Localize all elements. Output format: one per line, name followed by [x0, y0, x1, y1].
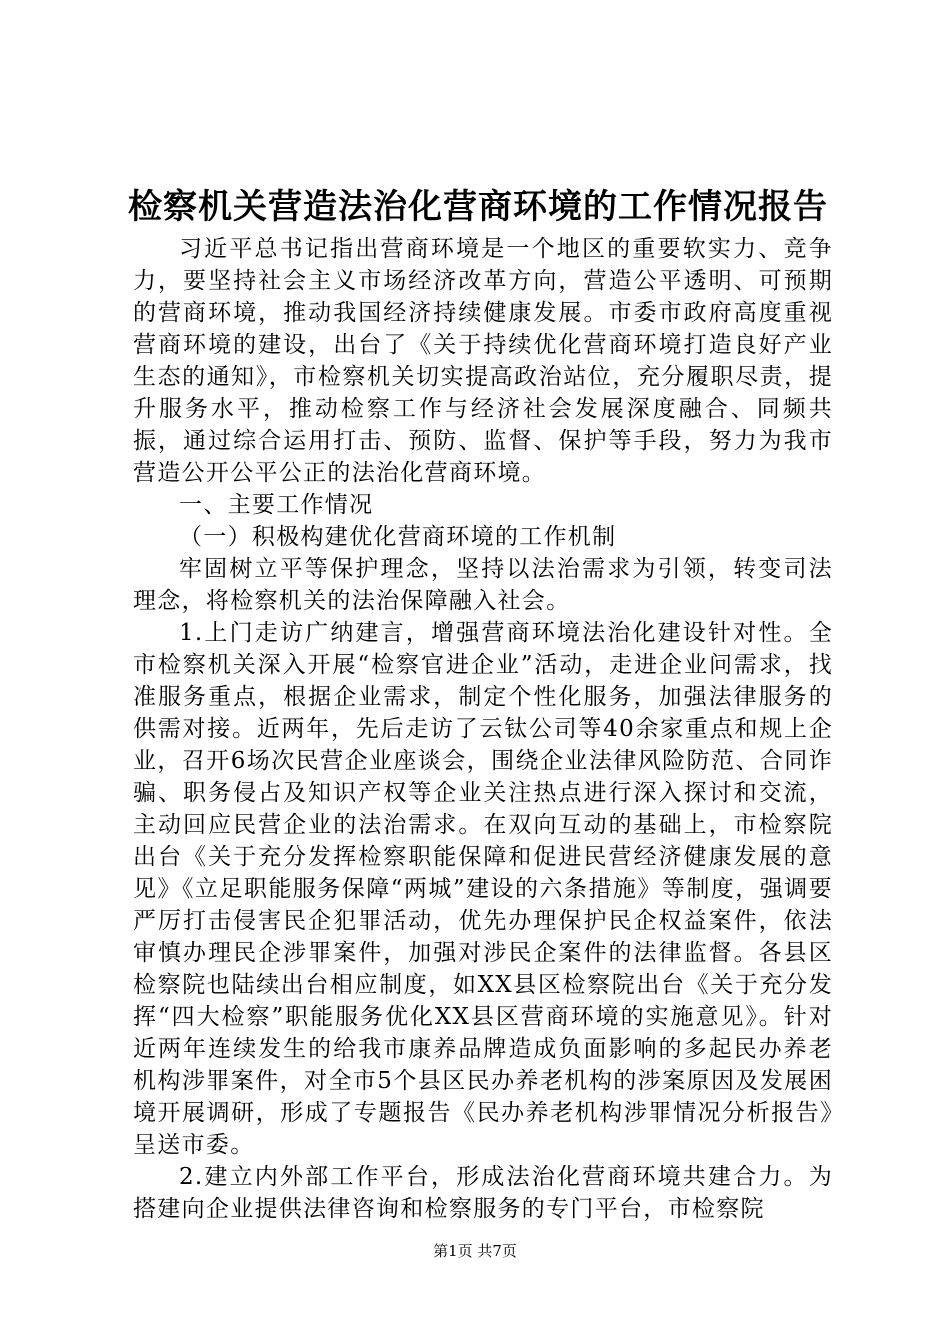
body-paragraph: 牢固树立平等保护理念，坚持以法治需求为引领，转变司法理念，将检察机关的法治保障融入社会。 — [133, 556, 833, 614]
body-paragraph: 1.上门走访广纳建言，增强营商环境法治化建设针对性。全市检察机关深入开展“检察官进企业”活动，走进企业问需求，找准服务重点，根据企业需求，制定个性化服务，加强法律服务的供需对接。近两年，先后走访了云钛公司等40余家重点和规上企业，召开6场次民营企业座谈会，围绕企业法律风险防范、合同诈骗、职务侵占及知识产权等企业关注热点进行深入探讨和交流，主动回应民营企业的法治需求。在双向互动的基础上，市检察院出台《关于充分发挥检察职能保障和促进民营经济健康发展的意见》《立足职能服务保障“两城”建设的六条措施》等制度，强调要严厉打击侵害民企犯罪活动，优先办理保护民企权益案件，依法审慎办理民企涉罪案件，加强对涉民企案件的法律监督。各县区检察院也陆续出台相应制度，如XX县区检察院出台《关于充分发挥“四大检察”职能服务优化XX县区营商环境的实施意见》。针对近两年连续发生的给我市康养品牌造成负面影响的多起民办养老机构涉罪案件，对全市5个县区民办养老机构的涉案原因及发展困境开展调研，形成了专题报告《民办养老机构涉罪情况分析报告》呈送市委。 — [133, 620, 833, 1158]
page-footer: 第1页 共7页 — [433, 1242, 517, 1260]
section-heading: 一、主要工作情况 — [179, 492, 374, 518]
body-paragraph: 2.建立内外部工作平台，形成法治化营商环境共建合力。为搭建向企业提供法律咨询和检察服务的专门平台，市检察院 — [133, 1164, 833, 1222]
intro-paragraph: 习近平总书记指出营商环境是一个地区的重要软实力、竞争力，要坚持社会主义市场经济改革方向，营造公平透明、可预期的营商环境，推动我国经济持续健康发展。市委市政府高度重视营商环境的建设，出台了《关于持续优化营商环境打造良好产业生态的通知》，市检察机关切实提高政治站位，充分履职尽责，提升服务水平，推动检察工作与经济社会发展深度融合、同频共振，通过综合运用打击、预防、监督、保护等手段，努力为我市营造公开公平公正的法治化营商环境。 — [133, 236, 833, 486]
subsection-heading: （一）积极构建优化营商环境的工作机制 — [179, 524, 617, 550]
document-page — [128, 181, 833, 1225]
document-title: 检察机关营造法治化营商环境的工作情况报告 — [128, 187, 828, 227]
